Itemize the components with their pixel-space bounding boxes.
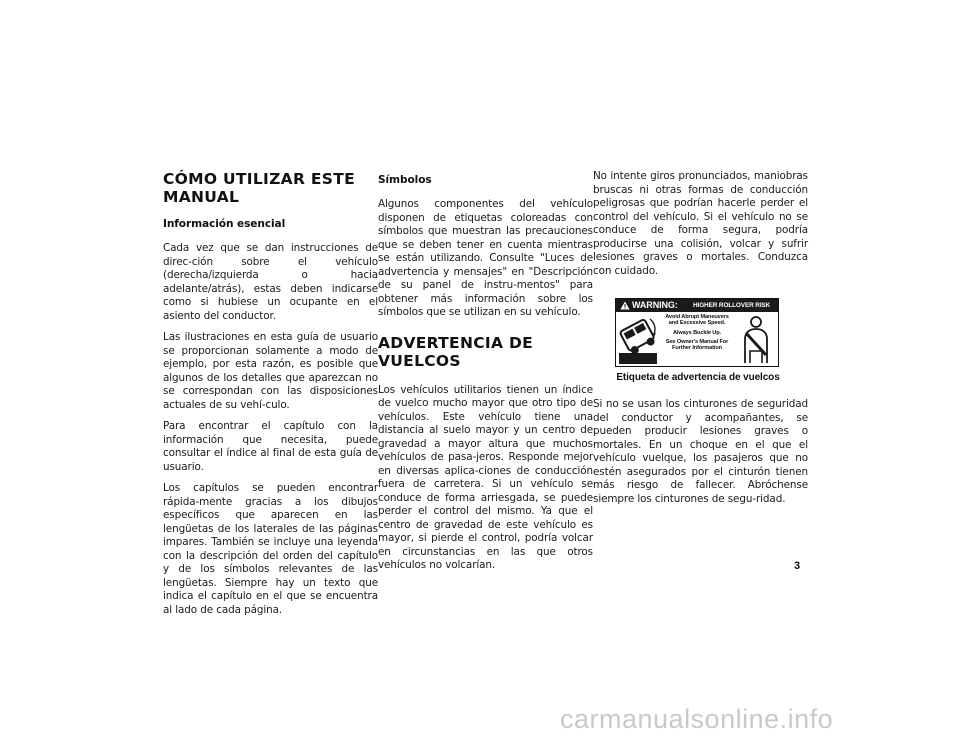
- section-heading-rollover-warning: ADVERTENCIA DE VUELCOS: [378, 333, 534, 370]
- label-line-avoid: Avoid Abrupt Maneuvers and Excessive Speed.: [665, 314, 729, 327]
- page-number: 3: [794, 560, 801, 572]
- paragraph: Los vehículos utilitarios tienen un índice de vuelco mucho mayor que otro tipo de vehículos. Este vehículo tiene una distancia al suelo mayor y un centro de gravedad a mayor altura que muchos vehículos de pasa-jeros. Responde mejor en diversas aplica-ciones de conducción fuera de carretera. Si un vehículo se conduce de forma arriesgada, se puede perder el control del mismo. Ya que el centro de gravedad de este vehículo es mayor, si pierde el control, podría volcar en circunstancias en las que otros vehículos no volcarían.: [378, 383, 593, 571]
- paragraph: Los capítulos se pueden encontrar rápida-mente gracias a los dibujos específicos que aparecen en las lengüetas de los laterales de las páginas impares. También se incluye una leyenda con la descripción del orden del capítulo y de los símbolos relevantes de las lengüetas. Siempre hay un texto que indica el capítulo en el que se encuentra al lado de cada página.: [163, 482, 378, 616]
- figure-caption: Etiqueta de advertencia de vuelcos: [616, 372, 780, 383]
- label-line-buckle: Always Buckle Up.: [672, 329, 722, 336]
- label-line-manual: See Owner's Manual For Further Information: [665, 338, 729, 352]
- seatbelt-icon: [733, 313, 777, 365]
- column-left: [163, 170, 378, 625]
- paragraph: Algunos componentes del vehículo disponen de etiquetas coloreadas con símbolos que muestran las precauciones que se deben tener en cuenta mientras se están utilizando. Consulte "Luces de advertencia y mensajes" en "Descripción de su panel de instru-mentos" para obtener más información sobre los símbolos que se utilizan en su vehículo.: [378, 198, 593, 318]
- label-instructions: [660, 314, 734, 354]
- label-warning-word: WARNING:: [632, 300, 678, 310]
- paragraph: Las ilustraciones en esta guía de usuario se proporcionan solamente a modo de ejemplo, por esta razón, es posible que algunos de los detalles que aparezcan no se correspondan con las disposiciones actuales de su vehí-culo.: [163, 331, 378, 411]
- paragraph: No intente giros pronunciados, maniobras bruscas ni otras formas de conducción peligrosas que podrían hacerle perder el control del vehículo. Si el vehículo no se conduce de forma segura, podría producirse una colisión, volcar y sufrir lesiones graves o mortales. Conduzca con cuidado.: [593, 170, 808, 277]
- warning-triangle-icon: [620, 301, 630, 310]
- paragraph: Si no se usan los cinturones de seguridad del conductor y acompañantes, se pueden producir lesiones graves o mortales. En un choque en el que el vehículo vuelque, los pasajeros que no estén asegurados por el cinturón tienen más riesgo de fallecer. Abróchense siempre los cinturones de segu-ridad.: [593, 398, 808, 505]
- label-header: [616, 299, 778, 312]
- subheading-essential-info: Información esencial: [163, 218, 286, 230]
- rollover-warning-label-figure: [615, 298, 779, 384]
- rollover-vehicle-icon: [617, 313, 659, 365]
- column-middle: [378, 170, 593, 581]
- subheading-symbols: Símbolos: [378, 174, 432, 186]
- column-right: [593, 170, 808, 514]
- label-risk-text: HIGHER ROLLOVER RISK: [693, 302, 771, 309]
- section-heading-how-to-use: CÓMO UTILIZAR ESTE MANUAL: [163, 170, 355, 206]
- rollover-warning-label: [615, 298, 779, 367]
- paragraph: Cada vez que se dan instrucciones de direc-ción sobre el vehículo (derecha/izquierda o hacia adelante/atrás), estas deben indicarse como si hubiese un ocupante en el asiento del conductor.: [163, 242, 378, 322]
- paragraph: Para encontrar el capítulo con la información que necesita, puede consultar el índice al final de esta guía de usuario.: [163, 420, 378, 473]
- watermark: carmanualsonline.info: [560, 704, 834, 734]
